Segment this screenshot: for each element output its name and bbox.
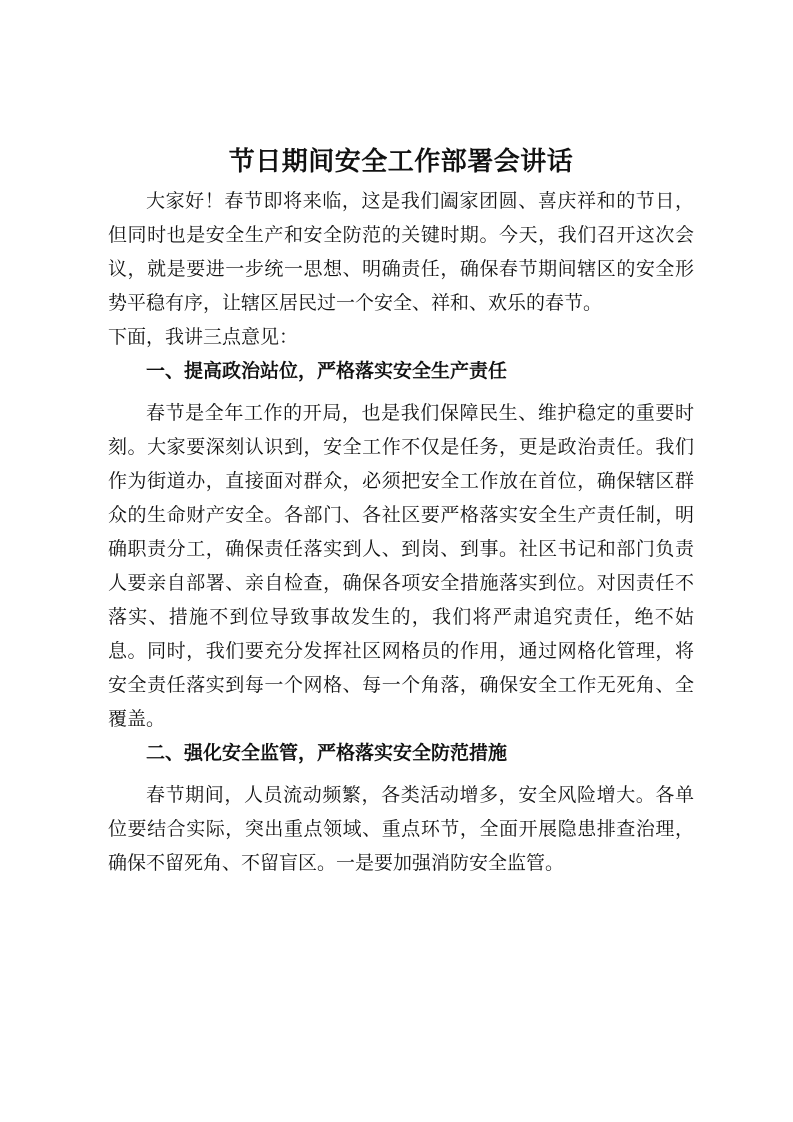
section-heading-2: 二、强化安全监管，严格落实安全防范措施 [146,742,508,764]
section-body-1: 春节是全年工作的开局，也是我们保障民生、维护稳定的重要时刻。大家要深刻认识到，安全工作不仅是任务，更是政治责任。我们作为街道办，直接面对群众，必须把安全工作放在首位，确保辖区群众的生命财产安全。各部门、各社区要严格落实安全生产责任制，明确职责分工，确保责任落实到人、到岗、到事。社区书记和部门负责人要亲自部署、亲自检查，确保各项安全措施落实到位。对因责任不落实、措施不到位导致事故发生的，我们将严肃追究责任，绝不姑息。同时，我们要充分发挥社区网格员的作用，通过网格化管理，将安全责任落实到每一个网格、每一个角落，确保安全工作无死角、全覆盖。 [108,402,694,730]
section-heading-1: 一、提高政治站位，严格落实安全生产责任 [146,360,508,382]
intro-paragraph: 大家好！春节即将来临，这是我们阖家团圆、喜庆祥和的节日，但同时也是安全生产和安全防范的关键时期。今天，我们召开这次会议，就是要进一步统一思想、明确责任，确保春节期间辖区的安全形势平稳有序，让辖区居民过一个安全、祥和、欢乐的春节。 [108,190,694,314]
section-body-2: 春节期间，人员流动频繁，各类活动增多，安全风险增大。各单位要结合实际，突出重点领域、重点环节，全面开展隐患排查治理，确保不留死角、不留盲区。一是要加强消防安全监管。 [108,784,694,874]
document-content [108,140,694,880]
document-title: 节日期间安全工作部署会讲话 [228,147,574,177]
outline-paragraph: 下面，我讲三点意见： [108,326,299,348]
